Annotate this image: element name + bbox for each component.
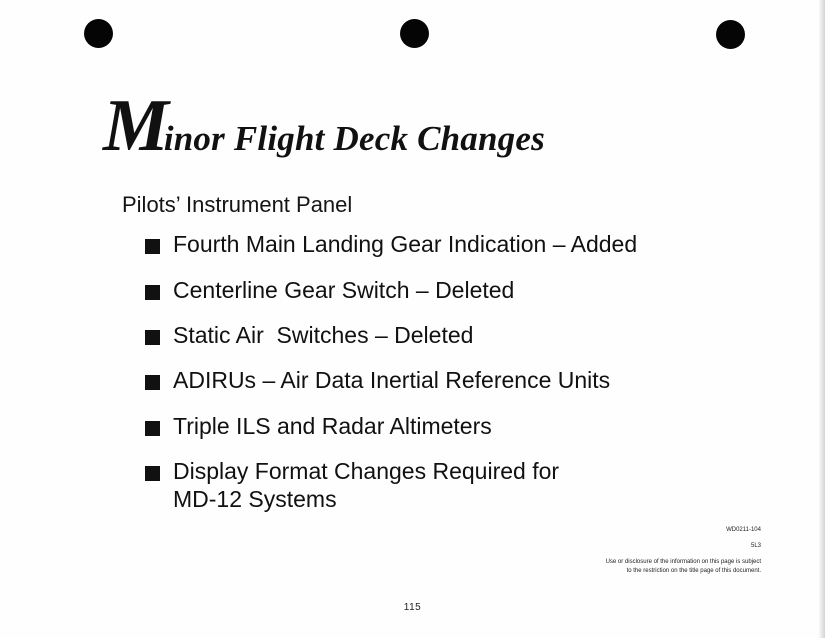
restriction-notice-line-2: to the restriction on the title page of this document. (626, 568, 761, 574)
bullet-square-icon (145, 330, 160, 345)
list-item-text: Triple ILS and Radar Altimeters (173, 413, 492, 439)
list-item-text: Static Air Switches – Deleted (173, 322, 474, 348)
bullet-square-icon (145, 421, 160, 436)
title-text: inor Flight Deck Changes (163, 119, 545, 158)
bullet-square-icon (145, 466, 160, 481)
document-code: WD0211-104 (726, 527, 761, 533)
page-number: 115 (403, 602, 422, 613)
bullet-square-icon (145, 375, 160, 390)
list-item (145, 321, 473, 349)
list-item (145, 366, 610, 394)
punch-hole-right (716, 20, 745, 49)
list-item-text-line-1: Display Format Changes Required for (173, 458, 560, 484)
list-item (145, 276, 514, 304)
list-item-text: Fourth Main Landing Gear Indication – Added (173, 231, 638, 257)
bullet-square-icon (145, 239, 160, 254)
punch-hole-left (84, 19, 113, 48)
page-edge-shadow (818, 0, 825, 638)
list-item-text-line-2: MD-12 Systems (173, 486, 337, 512)
page-title (103, 85, 545, 176)
list-item-text: Centerline Gear Switch – Deleted (173, 277, 515, 303)
document-subcode: 5L3 (750, 543, 761, 549)
list-item (145, 457, 559, 513)
list-item (145, 230, 637, 258)
list-item (145, 412, 492, 440)
list-item-text: ADIRUs – Air Data Inertial Reference Units (173, 367, 611, 393)
bullet-square-icon (145, 285, 160, 300)
punch-hole-middle (400, 19, 429, 48)
title-initial-letter: M (103, 85, 169, 167)
document-notice (606, 526, 761, 576)
section-subheading: Pilots’ Instrument Panel (122, 192, 353, 217)
restriction-notice-line-1: Use or disclosure of the information on this page is subject (605, 559, 761, 565)
